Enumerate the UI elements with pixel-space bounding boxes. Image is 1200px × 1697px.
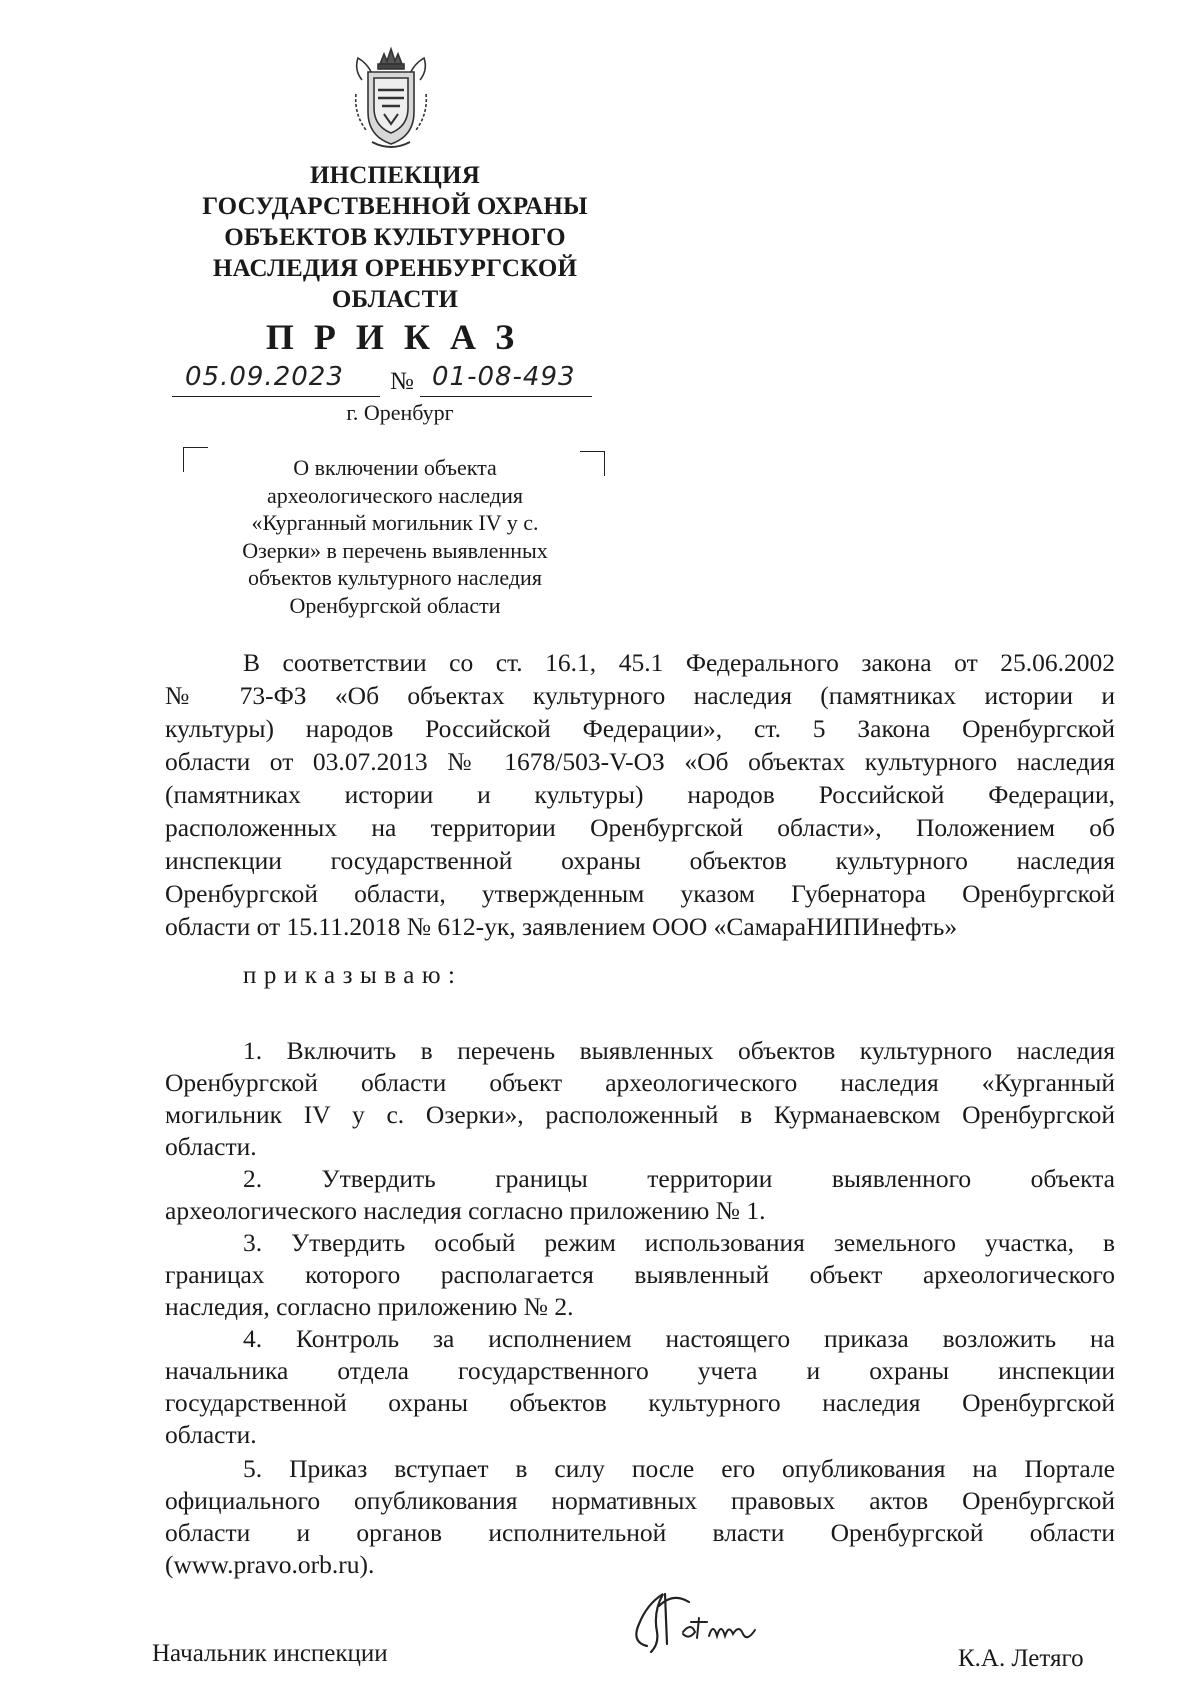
subject-line: «Курганный могильник IV у с.	[251, 510, 539, 535]
subject-line: объектов культурного наследия	[248, 565, 542, 590]
document-date: 05.09.2023	[185, 362, 344, 392]
preamble-line: Оренбургской области, утвержденным указом Губернатора Оренбургской	[165, 879, 1115, 908]
item-line: археологического наследия согласно приложению № 1.	[165, 1196, 766, 1225]
subject-line: О включении объекта	[293, 455, 497, 480]
preamble-line: расположенных на территории Оренбургской области», Положением об	[165, 813, 1115, 842]
item-line: 3. Утвердить особый режим использования земельного участка, в	[243, 1228, 1115, 1257]
item-line: 4. Контроль за исполнением настоящего приказа возложить на	[243, 1324, 1115, 1353]
organization-name	[150, 160, 640, 315]
order-word: приказываю:	[243, 962, 463, 989]
document-type-title: ПРИКАЗ	[265, 317, 535, 357]
preamble-line: (памятниках истории и культуры) народов Российской Федерации,	[165, 780, 1115, 809]
item-line: области.	[165, 1420, 257, 1449]
subject-line: Оренбургской области	[289, 592, 501, 618]
item-line: 1. Включить в перечень выявленных объектов культурного наследия	[243, 1036, 1115, 1065]
preamble-line: В соответствии со ст. 16.1, 45.1 Федерального закона от 25.06.2002	[243, 648, 1115, 677]
document-number: 01-08-493	[432, 362, 576, 392]
subject-line: археологического наследия	[267, 482, 523, 508]
item-line: 5. Приказ вступает в силу после его опубликования на Портале	[243, 1454, 1115, 1483]
preamble-line: № 73-ФЗ «Об объектах культурного наследия (памятниках истории и	[165, 681, 1115, 710]
city: г. Оренбург	[346, 400, 454, 425]
handwritten-signature	[625, 1588, 775, 1660]
org-line: НАСЛЕДИЯ ОРЕНБУРГСКОЙ	[212, 255, 578, 282]
preamble-line: инспекции государственной охраны объектов культурного наследия	[165, 846, 1115, 875]
org-line: ОБЪЕКТОВ КУЛЬТУРНОГО	[224, 224, 566, 251]
subject-line: Озерки» в перечень выявленных	[242, 537, 548, 563]
item-line: границах которого располагается выявленный объект археологического	[165, 1260, 1115, 1289]
org-line: ИНСПЕКЦИЯ	[310, 162, 480, 189]
preamble-line: области от 03.07.2013 № 1678/503-V-ОЗ «Об объектах культурного наследия	[165, 747, 1115, 776]
item-line: области.	[165, 1132, 257, 1161]
item-line: (www.pravo.orb.ru).	[165, 1550, 375, 1579]
item-line: начальника отдела государственного учета и охраны инспекции	[165, 1356, 1115, 1385]
org-line: ГОСУДАРСТВЕННОЙ ОХРАНЫ	[202, 193, 588, 220]
coat-of-arms-emblem	[352, 42, 430, 154]
signatory-name: К.А. Летяго	[958, 1645, 1084, 1672]
item-line: официального опубликования нормативных правовых актов Оренбургской	[165, 1486, 1115, 1515]
signatory-role: Начальник инспекции	[152, 1640, 388, 1667]
item-line: области и органов исполнительной власти Оренбургской области	[165, 1518, 1115, 1547]
org-line: ОБЛАСТИ	[331, 286, 459, 313]
item-line: государственной охраны объектов культурного наследия Оренбургской	[165, 1388, 1115, 1417]
item-line: 2. Утвердить границы территории выявленного объекта	[243, 1164, 1115, 1193]
item-line: могильник IV у с. Озерки», расположенный в Курманаевском Оренбургской	[165, 1100, 1115, 1129]
preamble-line: области от 15.11.2018 № 612-ук, заявлением ООО «СамараНИПИнефть»	[165, 912, 958, 941]
item-line: наследия, согласно приложению № 2.	[165, 1292, 574, 1321]
document-subject	[205, 454, 585, 619]
item-line: Оренбургской области объект археологического наследия «Курганный	[165, 1068, 1115, 1097]
preamble-line: культуры) народов Российской Федерации», ст. 5 Закона Оренбургской	[165, 714, 1115, 743]
number-sign: №	[390, 368, 414, 395]
